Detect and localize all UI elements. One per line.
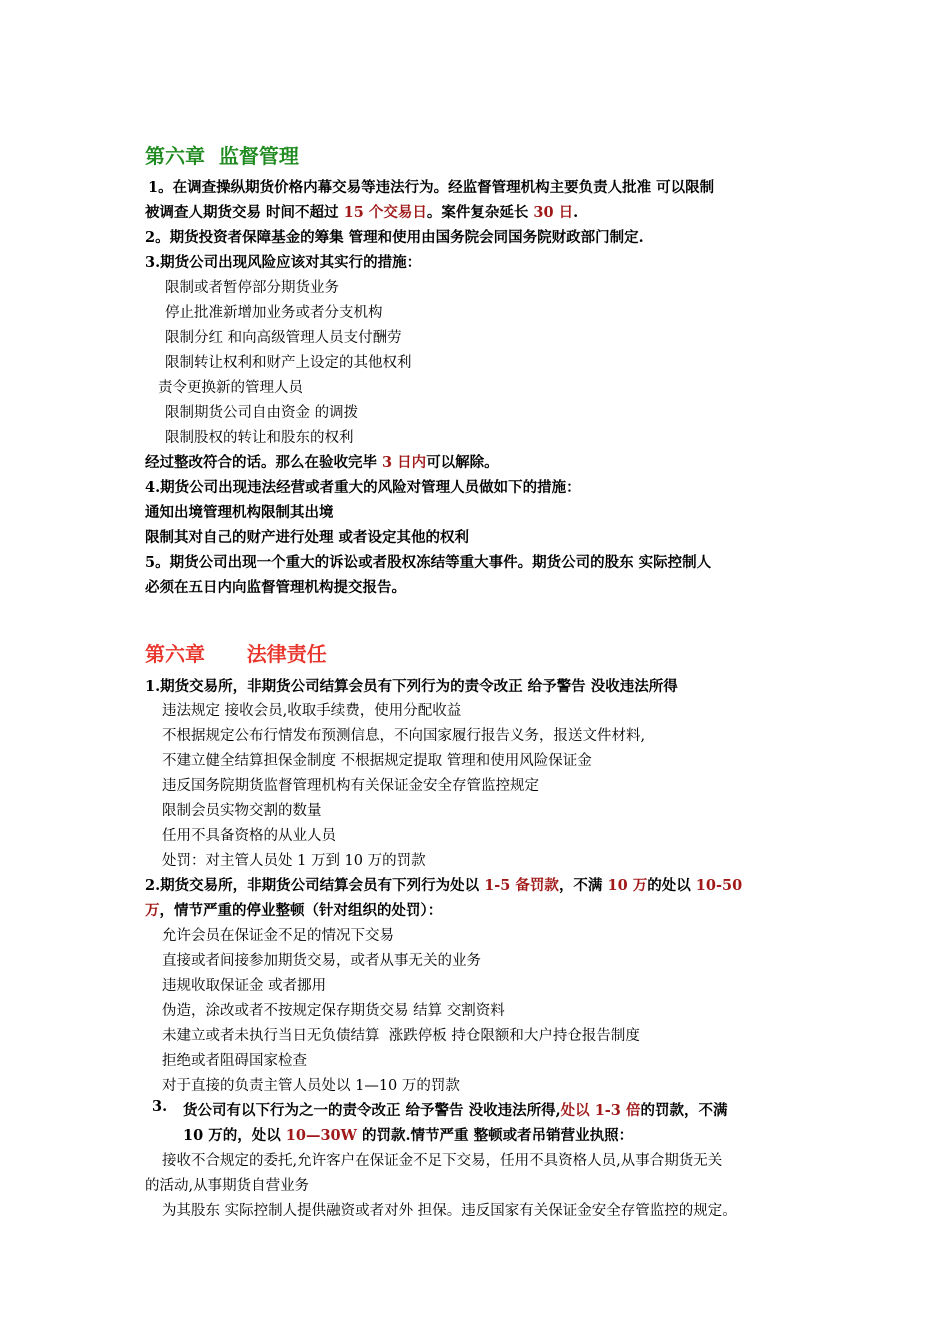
s2-p2-item: 对于直接的负责主管人员处以 1—10 万的罚款 xyxy=(162,1078,460,1094)
s1-item1-line1: 1。在调查操纵期货价格内幕交易等违法行为。经监督管理机构主要负责人批准 可以限制 xyxy=(148,179,715,196)
s2-p3-item-line2: 的活动,从事期货自营业务 xyxy=(145,1178,310,1194)
s1-item1-line2 xyxy=(145,203,578,223)
s1-item4-measure: 通知出境管理机构限制其出境 xyxy=(145,504,334,521)
text: 的处以 xyxy=(647,877,696,894)
s1-measure: 限制期货公司自由资金 的调拨 xyxy=(165,405,359,421)
highlight-30-days: 30 日 xyxy=(533,204,574,221)
s2-p1-item: 不建立健全结算担保金制度 不根据规定提取 管理和使用风险保证金 xyxy=(162,753,592,769)
text: 经过整改符合的话。那么在验收完毕 xyxy=(145,454,383,471)
s2-p1-item: 处罚：对主管人员处 1 万到 10 万的罚款 xyxy=(162,853,426,869)
s2-p1-title: 1.期货交易所，非期货公司结算会员有下列行为的责令改正 给予警告 没收违法所得 xyxy=(145,678,678,695)
text: 10 万的，处以 xyxy=(183,1127,286,1144)
section-title-legal-liability: 第六章 法律责任 xyxy=(145,642,327,666)
highlight-15-days: 15 个交易日 xyxy=(343,204,427,221)
highlight-3-days: 3 日内 xyxy=(382,454,427,471)
text: ，情节严重的停业整顿（针对组织的处罚）： xyxy=(159,902,443,919)
s2-p2-line1 xyxy=(145,876,742,896)
s2-p1-item: 违反国务院期货监督管理机构有关保证金安全存管监控规定 xyxy=(162,778,539,794)
s2-p2-item: 伪造，涂改或者不按规定保存期货交易 结算 交割资料 xyxy=(162,1003,505,1019)
s1-item4-measure: 限制其对自己的财产进行处理 或者设定其他的权利 xyxy=(145,529,470,546)
text: 被调查人期货交易 时间不超过 xyxy=(145,204,344,221)
text: ，不满 xyxy=(558,877,608,894)
highlight-wan: 万 xyxy=(145,902,160,919)
s1-item5-line1: 5。期货公司出现一个重大的诉讼或者股权冻结等重大事件。期货公司的股东 实际控制人 xyxy=(145,554,712,571)
text: 。案件复杂延长 xyxy=(426,204,534,221)
highlight-10-wan: 10 万 xyxy=(607,877,648,894)
highlight-10-50: 10-50 xyxy=(695,877,743,894)
highlight-1-5-times: 1-5 备罚款 xyxy=(484,877,559,894)
highlight-1-3-times: 处以 1-3 倍 xyxy=(560,1102,641,1119)
s2-p2-line2 xyxy=(145,901,442,921)
s2-p3-line1 xyxy=(183,1101,727,1121)
s2-p3-line2 xyxy=(183,1126,633,1146)
text: 的罚款.情节严重 整顿或者吊销营业执照： xyxy=(356,1127,634,1144)
text: 2.期货交易所，非期货公司结算会员有下列行为处以 xyxy=(145,877,485,894)
section-title-supervision: 第六章 监督管理 xyxy=(145,144,299,168)
s2-p1-item: 违法规定 接收会员,收取手续费，使用分配收益 xyxy=(162,703,462,719)
s2-p2-item: 直接或者间接参加期货交易，或者从事无关的业务 xyxy=(162,953,481,969)
s1-item3-conclusion xyxy=(145,453,499,473)
s2-p3-item-line1: 接收不合规定的委托,允许客户在保证金不足下交易，任用不具资格人员,从事合期货无关 xyxy=(162,1153,723,1169)
s1-measure: 限制或者暂停部分期货业务 xyxy=(165,280,339,296)
s2-p1-item: 任用不具备资格的从业人员 xyxy=(162,828,336,844)
s2-p1-item: 限制会员实物交割的数量 xyxy=(162,803,322,819)
s2-p2-item: 违规收取保证金 或者挪用 xyxy=(162,978,327,994)
s2-p2-item: 允许会员在保证金不足的情况下交易 xyxy=(162,928,394,944)
s1-item3: 3.期货公司出现风险应该对其实行的措施： xyxy=(145,254,422,271)
text: 可以解除。 xyxy=(426,454,499,471)
s1-measure: 停止批准新增加业务或者分支机构 xyxy=(165,305,383,321)
s1-item5-line2: 必须在五日内向监督管理机构提交报告。 xyxy=(145,579,406,596)
s2-p3-number: 3. xyxy=(152,1098,168,1115)
text: 的罚款，不满 xyxy=(640,1102,728,1119)
text: . xyxy=(573,204,579,221)
s1-item4: 4.期货公司出现违法经营或者重大的风险对管理人员做如下的措施： xyxy=(145,479,581,496)
s2-p1-item: 不根据规定公布行情发布预测信息，不向国家履行报告义务，报送文件材料, xyxy=(162,728,646,744)
s1-measure: 限制股权的转让和股东的权利 xyxy=(165,430,354,446)
s2-p2-item: 拒绝或者阻碍国家检查 xyxy=(162,1053,307,1069)
highlight-10-30w: 10—30W xyxy=(285,1127,357,1144)
s2-p2-item: 未建立或者未执行当日无负债结算 涨跌停板 持仓限额和大户持仓报告制度 xyxy=(162,1028,640,1044)
s1-measure: 责令更换新的管理人员 xyxy=(158,380,303,396)
s2-p3-item-line3: 为其股东 实际控制人提供融资或者对外 担保。违反国家有关保证金安全存管监控的规定。 xyxy=(162,1203,737,1219)
text: 货公司有以下行为之一的责令改正 给予警告 没收违法所得, xyxy=(183,1102,561,1119)
s1-item2: 2。期货投资者保障基金的筹集 管理和使用由国务院会同国务院财政部门制定. xyxy=(145,229,644,246)
s1-measure: 限制分红 和向高级管理人员支付酬劳 xyxy=(165,330,402,346)
s1-measure: 限制转让权利和财产上设定的其他权利 xyxy=(165,355,412,371)
